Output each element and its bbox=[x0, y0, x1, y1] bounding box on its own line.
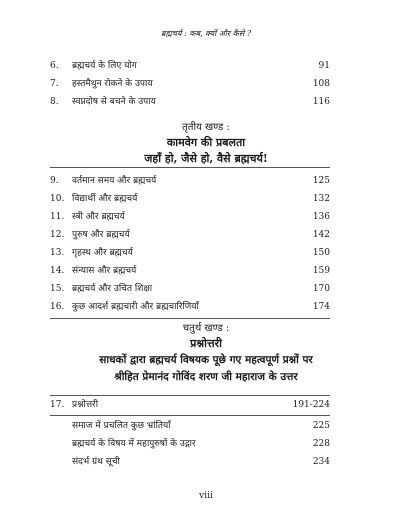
entry-number: 17. bbox=[50, 400, 65, 410]
entry-title: संन्यास और ब्रह्मचर्य bbox=[72, 266, 137, 276]
entry-title: पुरुष और ब्रह्मचर्य bbox=[72, 230, 130, 240]
toc-entry bbox=[50, 58, 330, 74]
entry-number: 9. bbox=[50, 176, 59, 186]
entry-title: ब्रह्मचर्य के लिए योग bbox=[72, 61, 137, 71]
entry-page: 116 bbox=[312, 97, 330, 107]
entry-number: 14. bbox=[50, 266, 65, 276]
entry-page: 228 bbox=[312, 439, 330, 449]
entry-title: प्रश्नोत्तरी bbox=[72, 400, 99, 410]
entry-page: 142 bbox=[312, 230, 330, 240]
entry-number: 10. bbox=[50, 194, 65, 204]
toc-entry bbox=[50, 397, 330, 413]
entry-number: 12. bbox=[50, 230, 65, 240]
entry-page: 225 bbox=[312, 421, 330, 431]
entry-title: हस्तमैथुन रोकने के उपाय bbox=[72, 79, 153, 89]
entry-number: 13. bbox=[50, 248, 65, 258]
entry-number: 15. bbox=[50, 284, 65, 294]
toc-entry bbox=[50, 209, 330, 225]
entry-page: 108 bbox=[312, 79, 330, 89]
entry-number: 8. bbox=[50, 97, 59, 107]
entry-page: 234 bbox=[312, 457, 330, 467]
entry-title: वर्तमान समय और ब्रह्मचर्य bbox=[72, 176, 157, 186]
entry-page: 174 bbox=[312, 302, 330, 312]
entry-number: 7. bbox=[50, 79, 59, 89]
entry-title: विद्यार्थी और ब्रह्मचर्य bbox=[72, 194, 138, 204]
entry-page: 91 bbox=[318, 61, 330, 71]
toc-entry bbox=[50, 436, 330, 452]
entry-number: 6. bbox=[50, 61, 59, 71]
entry-page: 125 bbox=[312, 176, 330, 186]
entry-title: स्त्री और ब्रह्मचर्य bbox=[72, 212, 125, 222]
entry-title: स्वप्नदोष से बचने के उपाय bbox=[72, 97, 156, 107]
toc-entry bbox=[50, 281, 330, 297]
section-name: कामवेग की प्रबलता bbox=[166, 136, 246, 149]
entry-title: कुछ आदर्श ब्रह्मचारी और ब्रह्मचारिणियाँ bbox=[72, 302, 199, 312]
entry-page: 136 bbox=[312, 212, 330, 222]
toc-entry bbox=[50, 299, 330, 315]
section-divider bbox=[50, 318, 330, 319]
section-heading-4 bbox=[0, 322, 412, 386]
entry-page: 150 bbox=[312, 248, 330, 258]
toc-entry bbox=[50, 227, 330, 243]
section-label: चतुर्थ खण्ड : bbox=[182, 323, 230, 334]
entry-page: 191-224 bbox=[292, 400, 330, 410]
toc-entry bbox=[50, 191, 330, 207]
section-description: श्रीहित प्रेमानंद गोविंद शरण जी महाराज के उत्तर bbox=[114, 371, 298, 383]
entry-page: 170 bbox=[312, 284, 330, 294]
section-divider bbox=[50, 415, 330, 416]
entry-title: समाज में प्रचलित कुछ भ्रांतियाँ bbox=[72, 421, 171, 431]
toc-entry bbox=[50, 418, 330, 434]
toc-entry bbox=[50, 76, 330, 92]
running-head: ब्रह्मचर्य : कब, क्यों और कैसे ? bbox=[160, 29, 252, 38]
entry-title: गृहस्थ और ब्रह्मचर्य bbox=[72, 248, 133, 258]
entry-page: 159 bbox=[312, 266, 330, 276]
entry-number: 11. bbox=[50, 212, 65, 222]
section-tagline: जहाँ हो, जैसे हो, वैसे ब्रह्मचर्य! bbox=[144, 152, 268, 165]
section-name: प्रश्नोत्तरी bbox=[190, 337, 222, 350]
entry-title: ब्रह्मचर्य के विषय में महापुरुषों के उद्गार bbox=[72, 439, 196, 449]
section-heading-3 bbox=[0, 121, 412, 167]
entry-title: ब्रह्मचर्य और उचित शिक्षा bbox=[72, 284, 153, 294]
toc-entry bbox=[50, 245, 330, 261]
page-number: viii bbox=[199, 491, 213, 501]
section-label: तृतीय खण्ड : bbox=[182, 122, 230, 133]
toc-entry bbox=[50, 94, 330, 110]
entry-number: 16. bbox=[50, 302, 65, 312]
section-divider bbox=[50, 167, 330, 168]
entry-title: संदर्भ ग्रंथ सूची bbox=[72, 457, 120, 467]
toc-entry bbox=[50, 173, 330, 189]
toc-entry bbox=[50, 454, 330, 470]
section-divider bbox=[50, 395, 330, 396]
section-description: साधकों द्वारा ब्रह्मचर्य विषयक पूछे गए महत्वपूर्ण प्रश्नों पर bbox=[99, 354, 313, 366]
entry-page: 132 bbox=[312, 194, 330, 204]
toc-entry bbox=[50, 263, 330, 279]
